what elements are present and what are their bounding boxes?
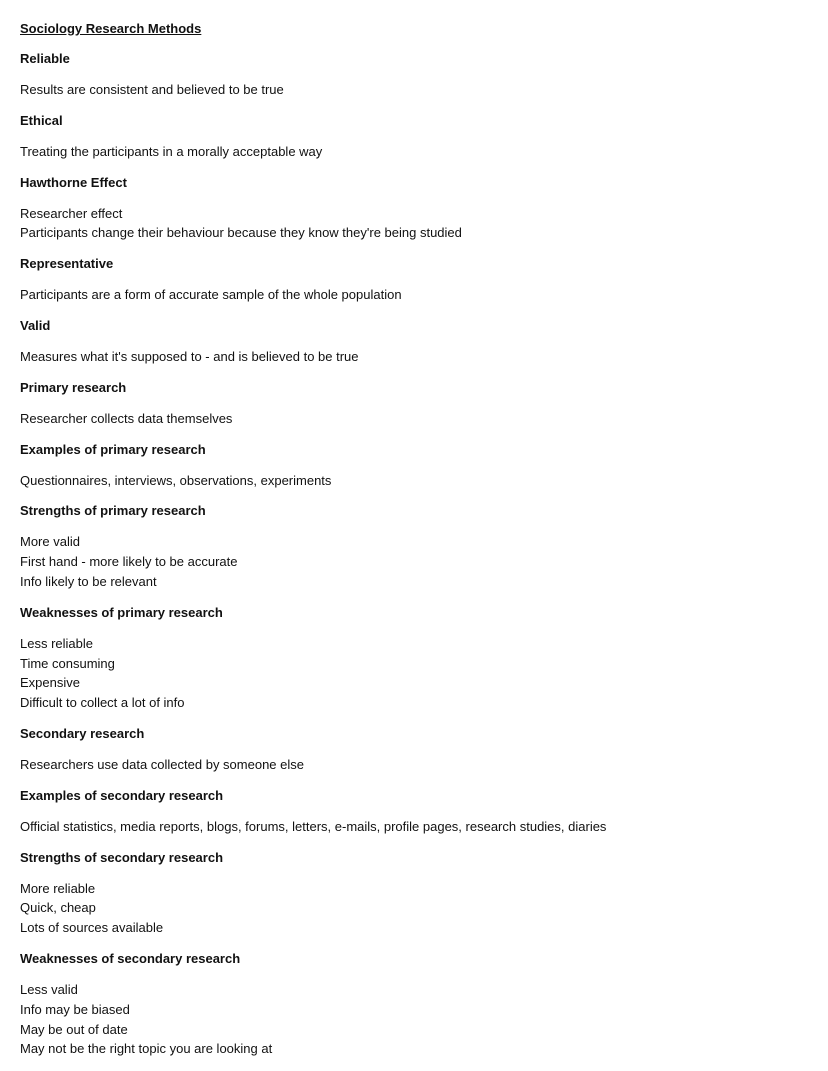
section-body bbox=[20, 142, 828, 162]
section-heading: Weaknesses of primary research bbox=[20, 604, 223, 620]
section bbox=[20, 441, 828, 491]
body-line: First hand - more likely to be accurate bbox=[20, 554, 238, 570]
body-line: Results are consistent and believed to be true bbox=[20, 82, 284, 97]
section-heading: Primary research bbox=[20, 379, 127, 395]
body-line: More valid bbox=[20, 534, 80, 550]
body-line: Questionnaires, interviews, observations, experiments bbox=[20, 472, 332, 488]
body-line: Researchers use data collected by someone else bbox=[20, 756, 304, 772]
body-line: Less valid bbox=[20, 981, 78, 997]
section-body bbox=[20, 347, 828, 367]
body-line: Official statistics, media reports, blogs, forums, letters, e-mails, profile pages, research studies, diaries bbox=[20, 818, 607, 834]
section-heading: Examples of primary research bbox=[20, 441, 206, 457]
section-heading: Ethical bbox=[20, 112, 63, 128]
section bbox=[20, 50, 828, 100]
section-heading: Strengths of secondary research bbox=[20, 849, 224, 865]
body-line: May be out of date bbox=[20, 1021, 128, 1037]
body-line: Info likely to be relevant bbox=[20, 573, 157, 589]
section bbox=[20, 604, 828, 713]
section-heading: Weaknesses of secondary research bbox=[20, 950, 241, 966]
section bbox=[20, 502, 828, 591]
section-body bbox=[20, 634, 828, 713]
body-line: Expensive bbox=[20, 675, 80, 691]
section-body bbox=[20, 532, 828, 591]
body-line: Researcher effect bbox=[20, 205, 123, 221]
section-body bbox=[20, 204, 828, 244]
body-line: Treating the participants in a morally acceptable way bbox=[20, 143, 323, 159]
document-title: Sociology Research Methods bbox=[20, 21, 202, 36]
section bbox=[20, 112, 828, 162]
section-heading: Reliable bbox=[20, 51, 70, 66]
sections-container bbox=[20, 50, 828, 1059]
body-line: Lots of sources available bbox=[20, 920, 164, 936]
section-heading: Hawthorne Effect bbox=[20, 174, 127, 190]
section-body bbox=[20, 80, 828, 100]
body-line: More reliable bbox=[20, 880, 96, 896]
body-line: Participants are a form of accurate sample of the whole population bbox=[20, 287, 402, 303]
section bbox=[20, 787, 828, 837]
body-line: Difficult to collect a lot of info bbox=[20, 695, 185, 711]
section-heading: Secondary research bbox=[20, 725, 145, 741]
section bbox=[20, 849, 828, 938]
body-line: Time consuming bbox=[20, 655, 115, 671]
body-line: Quick, cheap bbox=[20, 900, 96, 916]
section bbox=[20, 725, 828, 775]
body-line: Less reliable bbox=[20, 635, 93, 651]
section bbox=[20, 255, 828, 305]
section-body bbox=[20, 471, 828, 491]
body-line: Researcher collects data themselves bbox=[20, 410, 233, 426]
body-line: May not be the right topic you are looking at bbox=[20, 1041, 273, 1057]
section-heading: Examples of secondary research bbox=[20, 787, 224, 803]
section-body bbox=[20, 285, 828, 305]
section-heading: Representative bbox=[20, 256, 114, 272]
section-body bbox=[20, 879, 828, 938]
section-body bbox=[20, 980, 828, 1059]
section bbox=[20, 174, 828, 244]
section bbox=[20, 379, 828, 429]
body-line: Info may be biased bbox=[20, 1001, 130, 1017]
section-heading: Strengths of primary research bbox=[20, 503, 206, 519]
section bbox=[20, 317, 828, 367]
section-body bbox=[20, 817, 828, 837]
section bbox=[20, 950, 828, 1059]
section-heading: Valid bbox=[20, 317, 51, 333]
section-body bbox=[20, 409, 828, 429]
section-body bbox=[20, 755, 828, 775]
body-line: Participants change their behaviour because they know they're being studied bbox=[20, 225, 462, 241]
body-line: Measures what it's supposed to - and is believed to be true bbox=[20, 348, 359, 364]
